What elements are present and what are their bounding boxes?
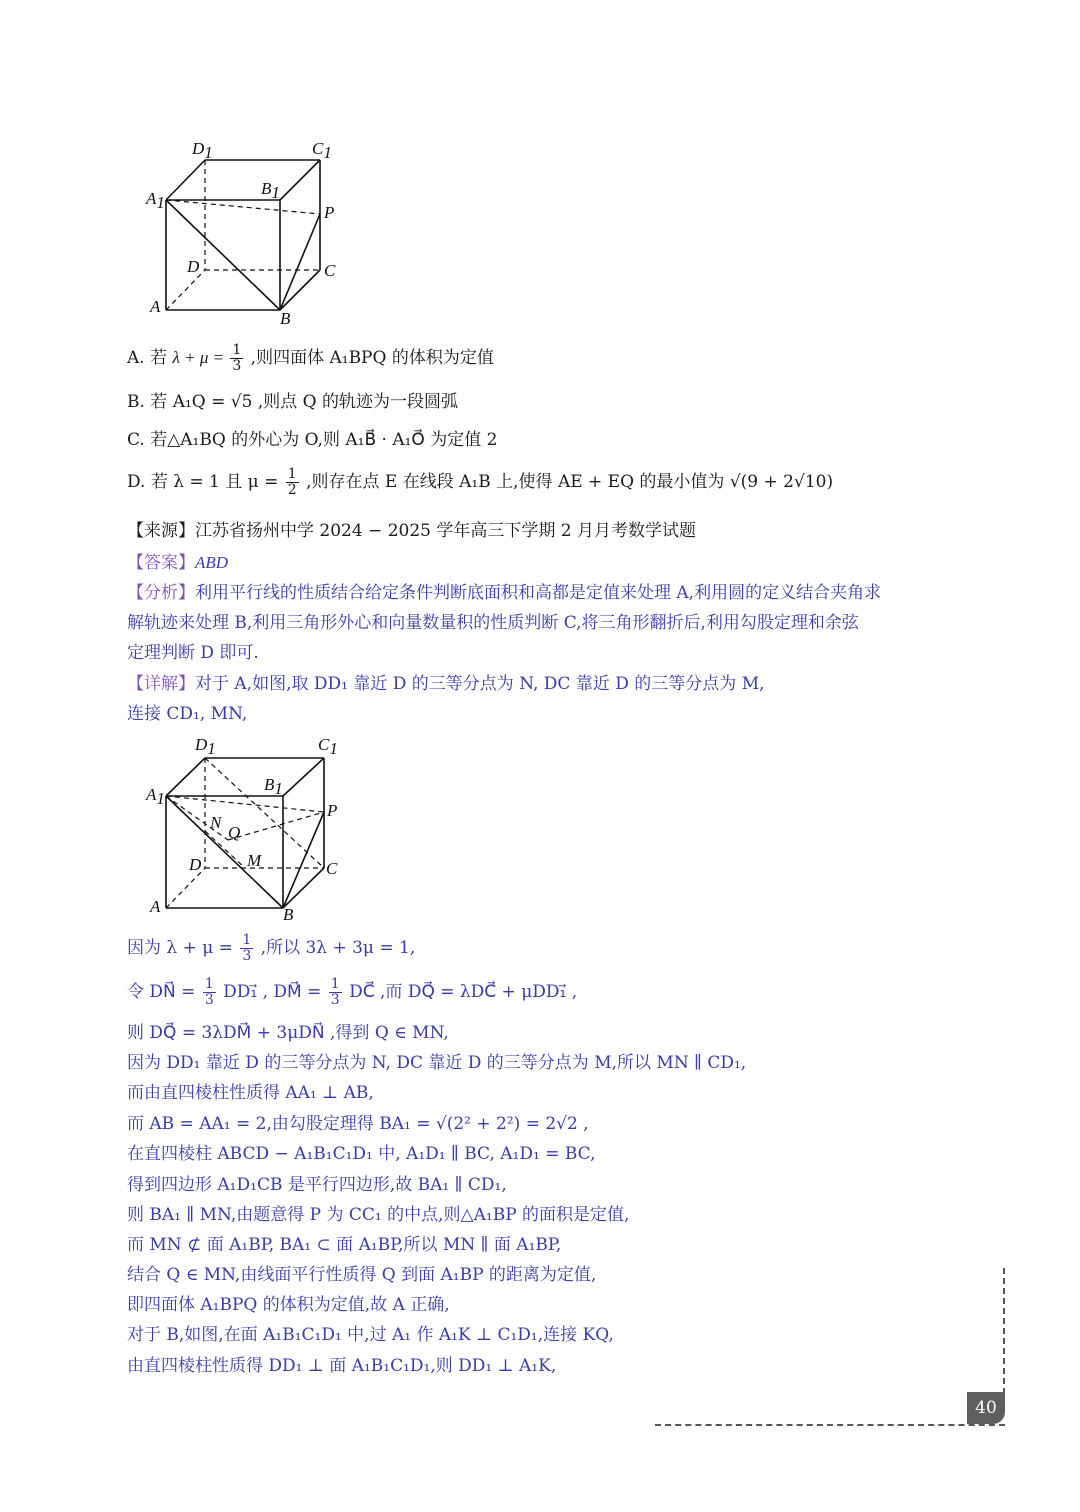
fraction: $\frac{1}{2}$ xyxy=(287,466,297,498)
page-number: 40 xyxy=(967,1392,1005,1424)
solution-line-1: 因为 λ + μ = $\frac{1}{3}$ ,所以 3λ + 3μ = 1, xyxy=(127,932,416,964)
solution-line-4: 因为 DD₁ 靠近 D 的三等分点为 N, DC 靠近 D 的三等分点为 M,所以 MN ∥ CD₁, xyxy=(127,1053,747,1073)
label-D1: D1 xyxy=(195,735,216,758)
solution-line-14: 由直四棱柱性质得 DD₁ ⊥ 面 A₁B₁C₁D₁,则 DD₁ ⊥ A₁K, xyxy=(127,1356,557,1376)
option-d: D. 若 λ = 1 且 μ = $\frac{1}{2}$ ,则存在点 E 在线段 A₁B 上,使得 AE + EQ 的最小值为 √(9 + 2√10) xyxy=(127,466,834,498)
label-D1: D1 xyxy=(192,139,213,162)
analysis-line-3: 定理判断 D 即可. xyxy=(127,643,259,663)
solution-line-12: 即四面体 A₁BPQ 的体积为定值,故 A 正确, xyxy=(127,1295,450,1315)
solution-line-6: 而 AB = AA₁ = 2,由勾股定理得 BA₁ = √(2² + 2²) = 2√2 , xyxy=(127,1114,589,1134)
fraction: $\frac{1}{3}$ xyxy=(232,342,242,374)
label-D: D xyxy=(187,257,200,276)
label-C: C xyxy=(326,859,338,878)
label-B1: B1 xyxy=(261,179,280,202)
label-C: C xyxy=(324,261,336,280)
fraction: $\frac{1}{3}$ xyxy=(330,976,340,1008)
cube-figure-2 xyxy=(140,728,350,928)
solution-line-7: 在直四棱柱 ABCD − A₁B₁C₁D₁ 中, A₁D₁ ∥ BC, A₁D₁ = BC, xyxy=(127,1144,596,1164)
solution-line-3: 则 DQ⃗ = 3λDM⃗ + 3μDN⃗ ,得到 Q ∈ MN, xyxy=(127,1023,449,1043)
label-C1: C1 xyxy=(318,735,338,758)
option-c: C. 若△A₁BQ 的外心为 O,则 A₁B⃗ · A₁O⃗ 为定值 2 xyxy=(127,430,498,450)
label-A1: A1 xyxy=(146,189,165,212)
solution-line-2: 令 DN⃗ = $\frac{1}{3}$ DD₁⃗ , DM⃗ = $\frac{1}{3}$ DC⃗ ,而 DQ⃗ = λDC⃗ + μDD₁⃗ , xyxy=(127,976,578,1008)
cube-figure-1 xyxy=(140,130,350,330)
fraction: $\frac{1}{3}$ xyxy=(242,932,252,964)
label-A1: A1 xyxy=(146,785,165,808)
solution-line-5: 而由直四棱柱性质得 AA₁ ⊥ AB, xyxy=(127,1083,374,1103)
analysis-tag: 【分析】 xyxy=(127,583,195,603)
option-a: A. 若 λ + μ = $\frac{1}{3}$ ,则四面体 A₁BPQ 的体积为定值 xyxy=(127,342,494,374)
solution-line-10: 而 MN ⊄ 面 A₁BP, BA₁ ⊂ 面 A₁BP,所以 MN ∥ 面 A₁BP, xyxy=(127,1235,562,1255)
solution-line-13: 对于 B,如图,在面 A₁B₁C₁D₁ 中,过 A₁ 作 A₁K ⊥ C₁D₁,连接 KQ, xyxy=(127,1325,614,1345)
fraction: $\frac{1}{3}$ xyxy=(204,976,214,1008)
label-B1: B1 xyxy=(264,775,283,798)
label-A: A xyxy=(150,297,161,316)
detail-line-1: 【详解】对于 A,如图,取 DD₁ 靠近 D 的三等分点为 N, DC 靠近 D 的三等分点为 M, xyxy=(127,674,765,694)
label-C1: C1 xyxy=(312,139,332,162)
label-N: N xyxy=(210,813,222,832)
solution-line-8: 得到四边形 A₁D₁CB 是平行四边形,故 BA₁ ∥ CD₁, xyxy=(127,1175,507,1195)
answer-tag: 【答案】 xyxy=(127,553,195,573)
label-P: P xyxy=(324,203,335,222)
label-P: P xyxy=(327,801,338,820)
label-D: D xyxy=(189,855,202,874)
label-M: M xyxy=(247,851,262,870)
source-line: 【来源】江苏省扬州中学 2024 − 2025 学年高三下学期 2 月月考数学试题 xyxy=(127,521,697,541)
analysis-line-1: 【分析】利用平行线的性质结合给定条件判断底面积和高都是定值来处理 A,利用圆的定义结合夹角求 xyxy=(127,583,882,603)
page-border-vertical xyxy=(1003,1268,1005,1394)
solution-line-9: 则 BA₁ ∥ MN,由题意得 P 为 CC₁ 的中点,则△A₁BP 的面积是定值, xyxy=(127,1205,630,1225)
page-border-horizontal xyxy=(655,1424,1005,1426)
label-B: B xyxy=(283,905,294,924)
label-A: A xyxy=(150,897,161,916)
solution-line-11: 结合 Q ∈ MN,由线面平行性质得 Q 到面 A₁BP 的距离为定值, xyxy=(127,1265,597,1285)
answer-line xyxy=(127,550,228,576)
analysis-line-2: 解轨迹来处理 B,利用三角形外心和向量数量积的性质判断 C,将三角形翻折后,利用勾股定理和余弦 xyxy=(127,613,859,633)
detail-tag: 【详解】 xyxy=(127,674,195,694)
option-b: B. 若 A₁Q = √5 ,则点 Q 的轨迹为一段圆弧 xyxy=(127,392,458,412)
detail-line-2: 连接 CD₁, MN, xyxy=(127,704,248,724)
label-Q: Q xyxy=(228,823,241,842)
label-B: B xyxy=(280,309,291,328)
answer-value: ABD xyxy=(195,553,229,572)
